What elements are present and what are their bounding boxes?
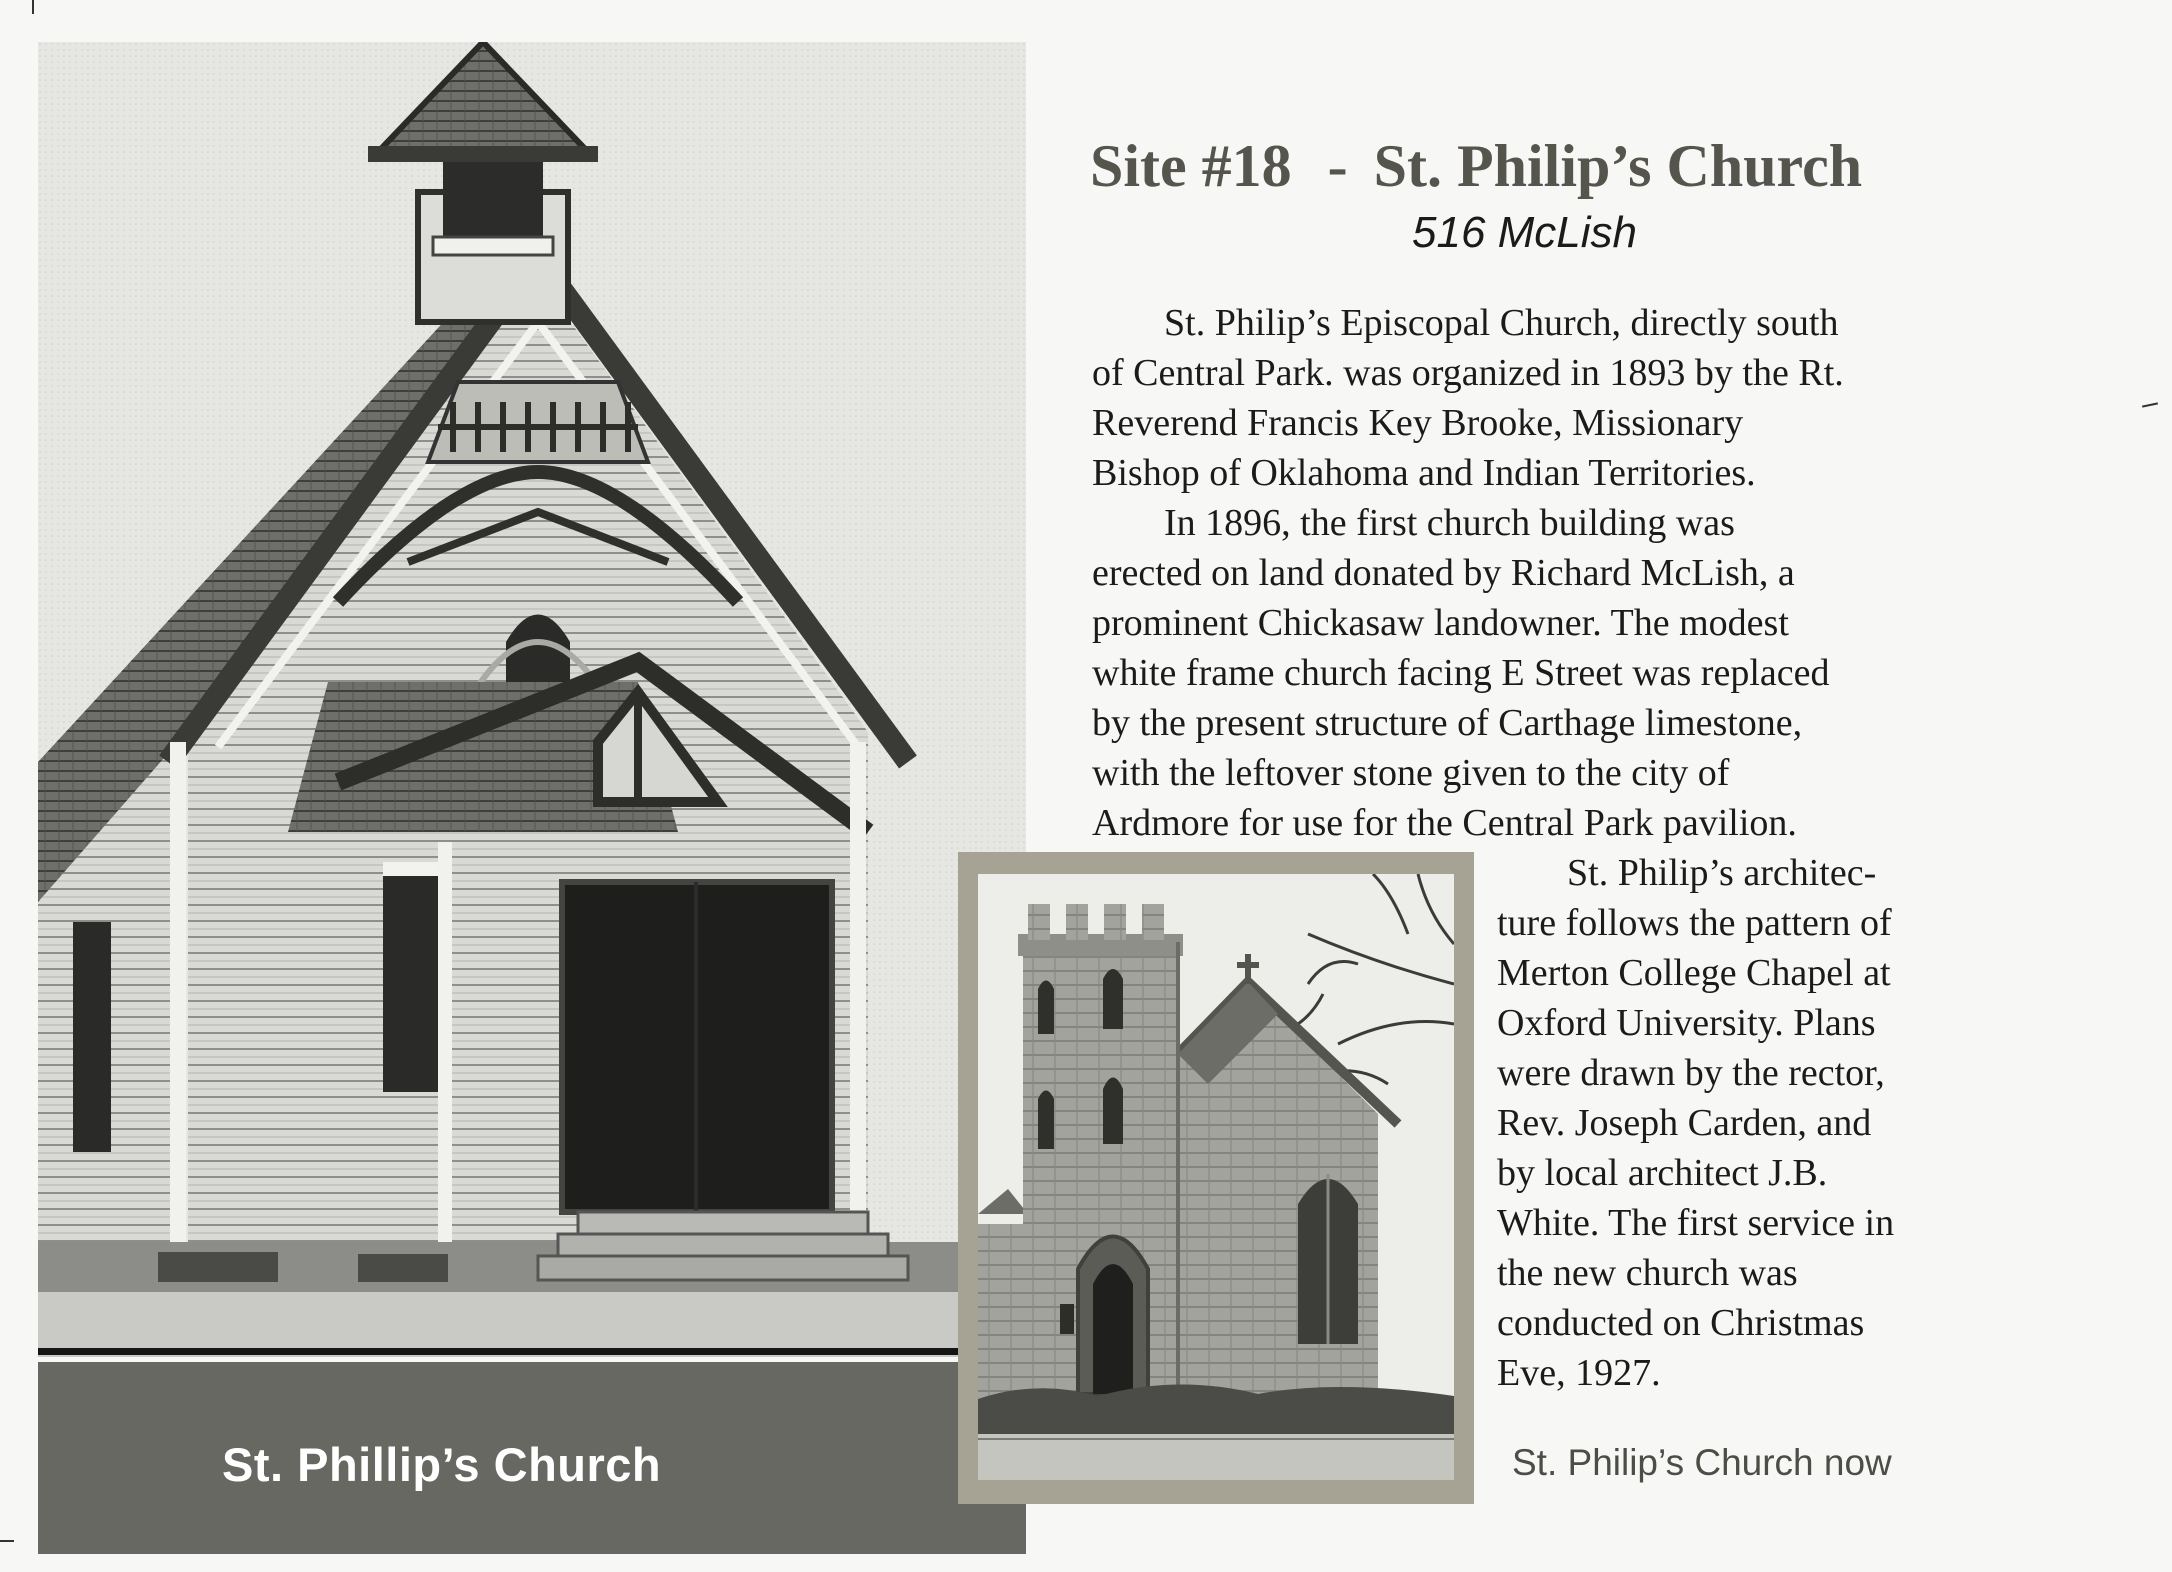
body-line: by the present structure of Carthage limestone,: [1092, 702, 1803, 744]
crop-mark-top: [32, 0, 34, 14]
site-number: Site #18: [1090, 133, 1292, 199]
heading-separator: -: [1327, 133, 1348, 199]
site-address: 516 McLish: [1412, 208, 1638, 257]
crop-mark-right: [2142, 402, 2158, 407]
new-church-photo-frame: [958, 852, 1474, 1504]
body-line: Reverend Francis Key Brooke, Missionary: [1092, 402, 1744, 444]
body-line: Merton College Chapel at: [1497, 952, 1891, 994]
body-line: white frame church facing E Street was replaced: [1092, 652, 1830, 694]
body-line: Rev. Joseph Carden, and: [1497, 1102, 1872, 1144]
old-church-photo: [38, 42, 1026, 1357]
body-line: ture follows the pattern of: [1497, 902, 1892, 944]
crop-mark-left: [0, 1540, 14, 1542]
new-church-photo: [978, 874, 1454, 1480]
body-line: Bishop of Oklahoma and Indian Territories.: [1092, 452, 1756, 494]
body-line: In 1896, the first church building was: [1164, 502, 1735, 544]
body-line: the new church was: [1497, 1252, 1798, 1294]
body-line: Eve, 1927.: [1497, 1352, 1661, 1394]
body-line: conducted on Christmas: [1497, 1302, 1865, 1344]
body-line: St. Philip’s Episcopal Church, directly south: [1164, 302, 1839, 344]
new-church-caption: St. Philip’s Church now: [1512, 1442, 1892, 1483]
body-line: by local architect J.B.: [1497, 1152, 1828, 1194]
body-line: Oxford University. Plans: [1497, 1002, 1876, 1044]
site-heading: [1090, 132, 1862, 201]
site-name: St. Philip’s Church: [1373, 133, 1863, 199]
body-line: Ardmore for use for the Central Park pavilion.: [1092, 802, 1797, 844]
body-line: were drawn by the rector,: [1497, 1052, 1885, 1094]
photo-rule: [38, 1348, 990, 1355]
body-line: with the leftover stone given to the city of: [1092, 752, 1730, 794]
body-line: St. Philip’s architec-: [1567, 852, 1877, 894]
body-line: erected on land donated by Richard McLish, a: [1092, 552, 1795, 594]
body-line: prominent Chickasaw landowner. The modest: [1092, 602, 1789, 644]
body-line: of Central Park. was organized in 1893 by the Rt.: [1092, 352, 1844, 394]
old-church-caption: St. Phillip’s Church: [222, 1438, 662, 1491]
body-line: White. The first service in: [1497, 1202, 1895, 1244]
